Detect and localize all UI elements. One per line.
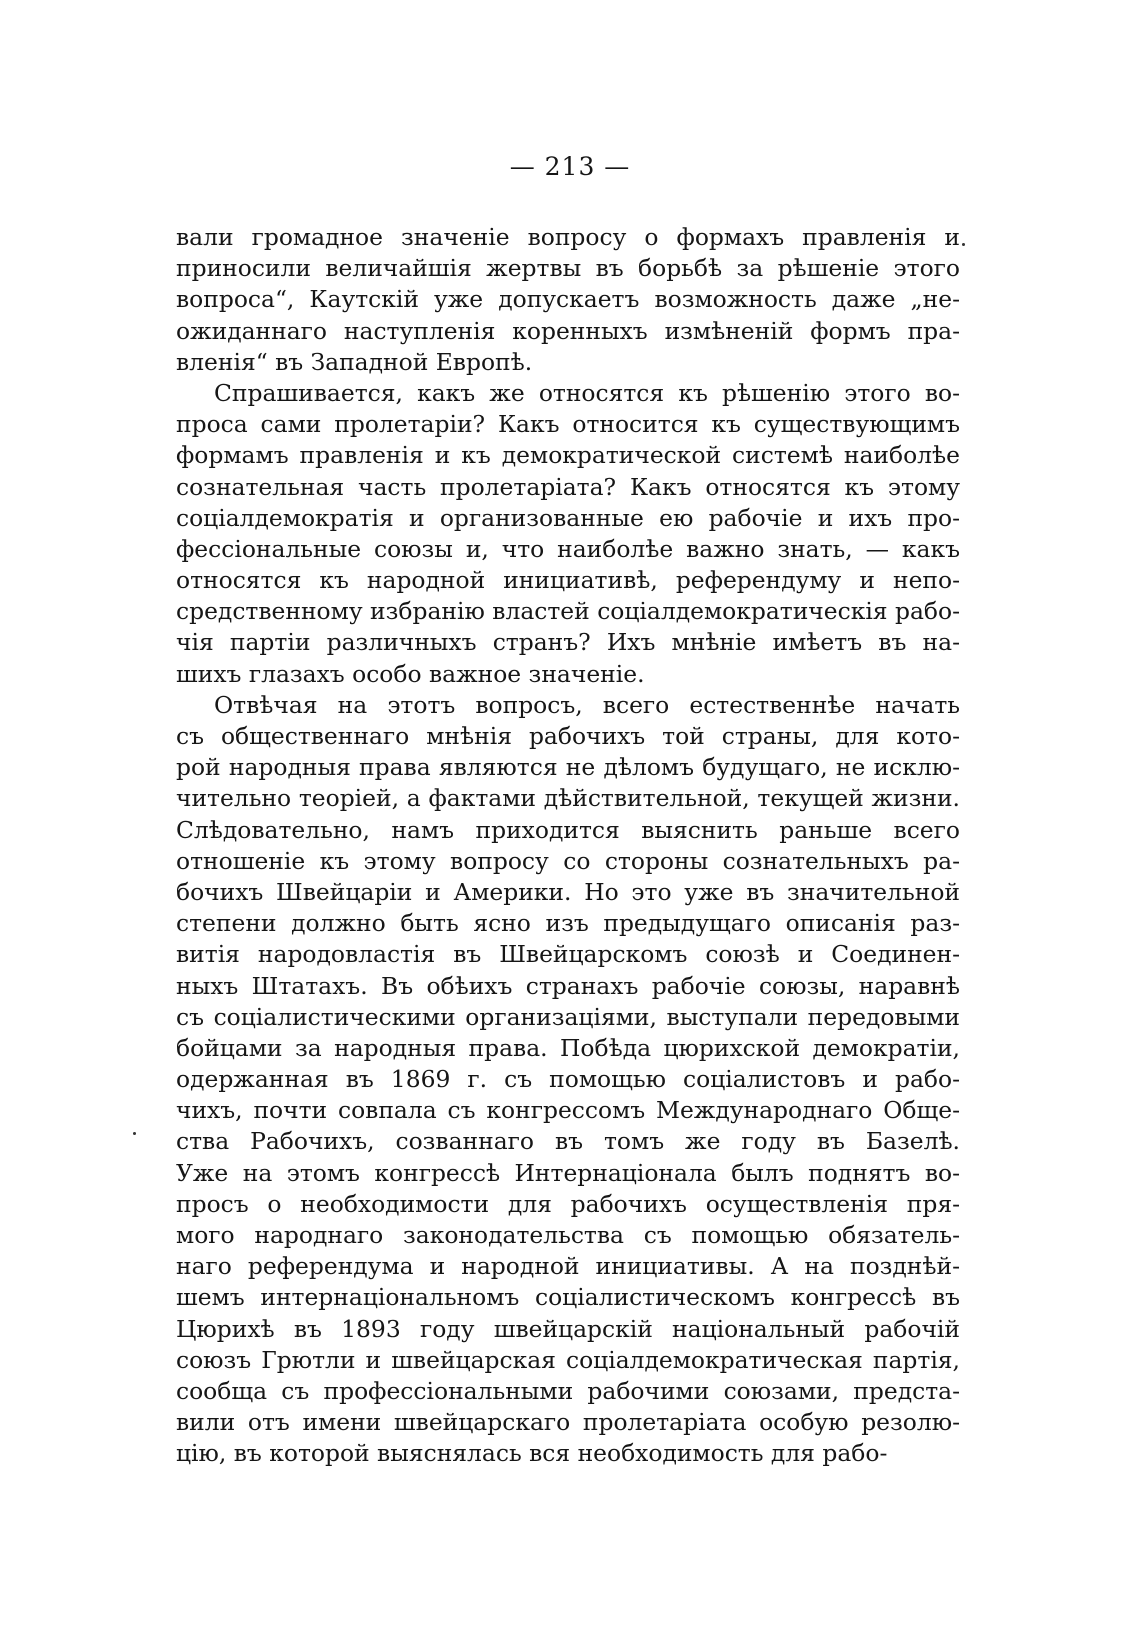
text-line: наго референдума и народной инициативы. А на позднѣй- (176, 1252, 960, 1281)
text-line: относятся къ народной инициативѣ, референдуму и непо- (176, 566, 960, 595)
scan-speck (962, 243, 965, 246)
text-line: Слѣдовательно, намъ приходится выяснить раньше всего (176, 815, 960, 844)
text-line: чихъ, почти совпала съ конгрессомъ Международнаго Обще- (176, 1096, 960, 1125)
text-line: проса сами пролетарiи? Какъ относится къ существующимъ (176, 410, 960, 439)
text-line: шемъ интернацiональномъ соцiалистическомъ конгрессѣ въ (176, 1283, 960, 1312)
text-line: Отвѣчая на этотъ вопросъ, всего естественнѣе начать (214, 690, 960, 719)
text-line: бойцами за народныя права. Побѣда цюрихской демократiи, (176, 1033, 960, 1062)
text-line: приносили величайшiя жертвы въ борьбѣ за рѣшенiе этого (176, 254, 960, 283)
text-line: съ общественнаго мнѣнiя рабочихъ той страны, для кото- (176, 722, 960, 750)
text-line: просъ о необходимости для рабочихъ осуществленiя пря- (176, 1189, 960, 1218)
paragraph (176, 690, 960, 1470)
text-line: степени должно быть ясно изъ предыдущаго описанiя раз- (176, 909, 960, 938)
scan-speck (133, 1132, 136, 1135)
text-line: сообща съ профессiональными рабочими союзами, предста- (176, 1376, 960, 1405)
text-line: чiя партiи различныхъ странъ? Ихъ мнѣнiе имѣетъ въ на- (176, 628, 960, 657)
text-line: ныхъ Штатахъ. Въ обѣихъ странахъ рабочiе союзы, наравнѣ (176, 971, 960, 1000)
text-line: соцiалдемократiя и организованные ею рабочiе и ихъ про- (176, 503, 960, 532)
text-line: Спрашивается, какъ же относятся къ рѣшенiю этого во- (214, 378, 960, 407)
text-line: вили отъ имени швейцарскаго пролетарiата особую резолю- (176, 1408, 960, 1437)
text-line: ожиданнаго наступленiя коренныхъ измѣненiй формъ пра- (176, 316, 960, 345)
text-line: вали громадное значенiе вопросу о формахъ правленiя и (176, 223, 960, 251)
text-line: витiя народовластiя въ Швейцарскомъ союзѣ и Соединен- (176, 940, 960, 969)
text-line: формамъ правленiя и къ демократической системѣ наиболѣе (176, 441, 960, 470)
text-line: сознательная часть пролетарiата? Какъ относятся къ этому (176, 472, 960, 501)
text-line: вопроса“, Каутскiй уже допускаетъ возможность даже „не- (176, 285, 960, 314)
text-line: бочихъ Швейцарiи и Америки. Но это уже въ значительной (176, 877, 960, 906)
text-line: съ соцiалистическими организацiями, выступали передовыми (176, 1002, 960, 1031)
text-line: шихъ глазахъ особо важное значенiе. (176, 659, 645, 688)
page-number: — 213 — (509, 152, 631, 181)
text-body (176, 222, 960, 1470)
text-line: одержанная въ 1869 г. съ помощью соцiалистовъ и рабо- (176, 1065, 960, 1094)
text-line: мого народнаго законодательства съ помощью обязатель- (176, 1221, 960, 1249)
text-line: цiю, въ которой выяснялась вся необходимость для рабо- (176, 1439, 888, 1468)
text-line: союзъ Грютли и швейцарская соцiалдемократическая партiя, (176, 1345, 960, 1374)
text-line: вленiя“ въ Западной Европѣ. (176, 347, 533, 376)
text-line: Цюрихѣ въ 1893 году швейцарскiй нацiональный рабочiй (176, 1314, 960, 1343)
text-line: чительно теорiей, а фактами дѣйствительной, текущей жизни. (176, 784, 960, 813)
text-line: отношенiе къ этому вопросу со стороны сознательныхъ ра- (176, 846, 960, 875)
text-line: средственному избранiю властей соцiалдемократическiя рабо- (176, 597, 960, 626)
paragraph (176, 222, 960, 378)
paragraph (176, 378, 960, 690)
text-line: ства Рабочихъ, созваннаго въ томъ же году въ Базелѣ. (176, 1127, 960, 1156)
text-line: рой народныя права являются не дѣломъ будущаго, не исклю- (176, 753, 960, 782)
text-line: Уже на этомъ конгрессѣ Интернацiонала былъ поднятъ во- (176, 1158, 960, 1187)
text-line: фессiональные союзы и, что наиболѣе важно знать, — какъ (176, 534, 960, 563)
